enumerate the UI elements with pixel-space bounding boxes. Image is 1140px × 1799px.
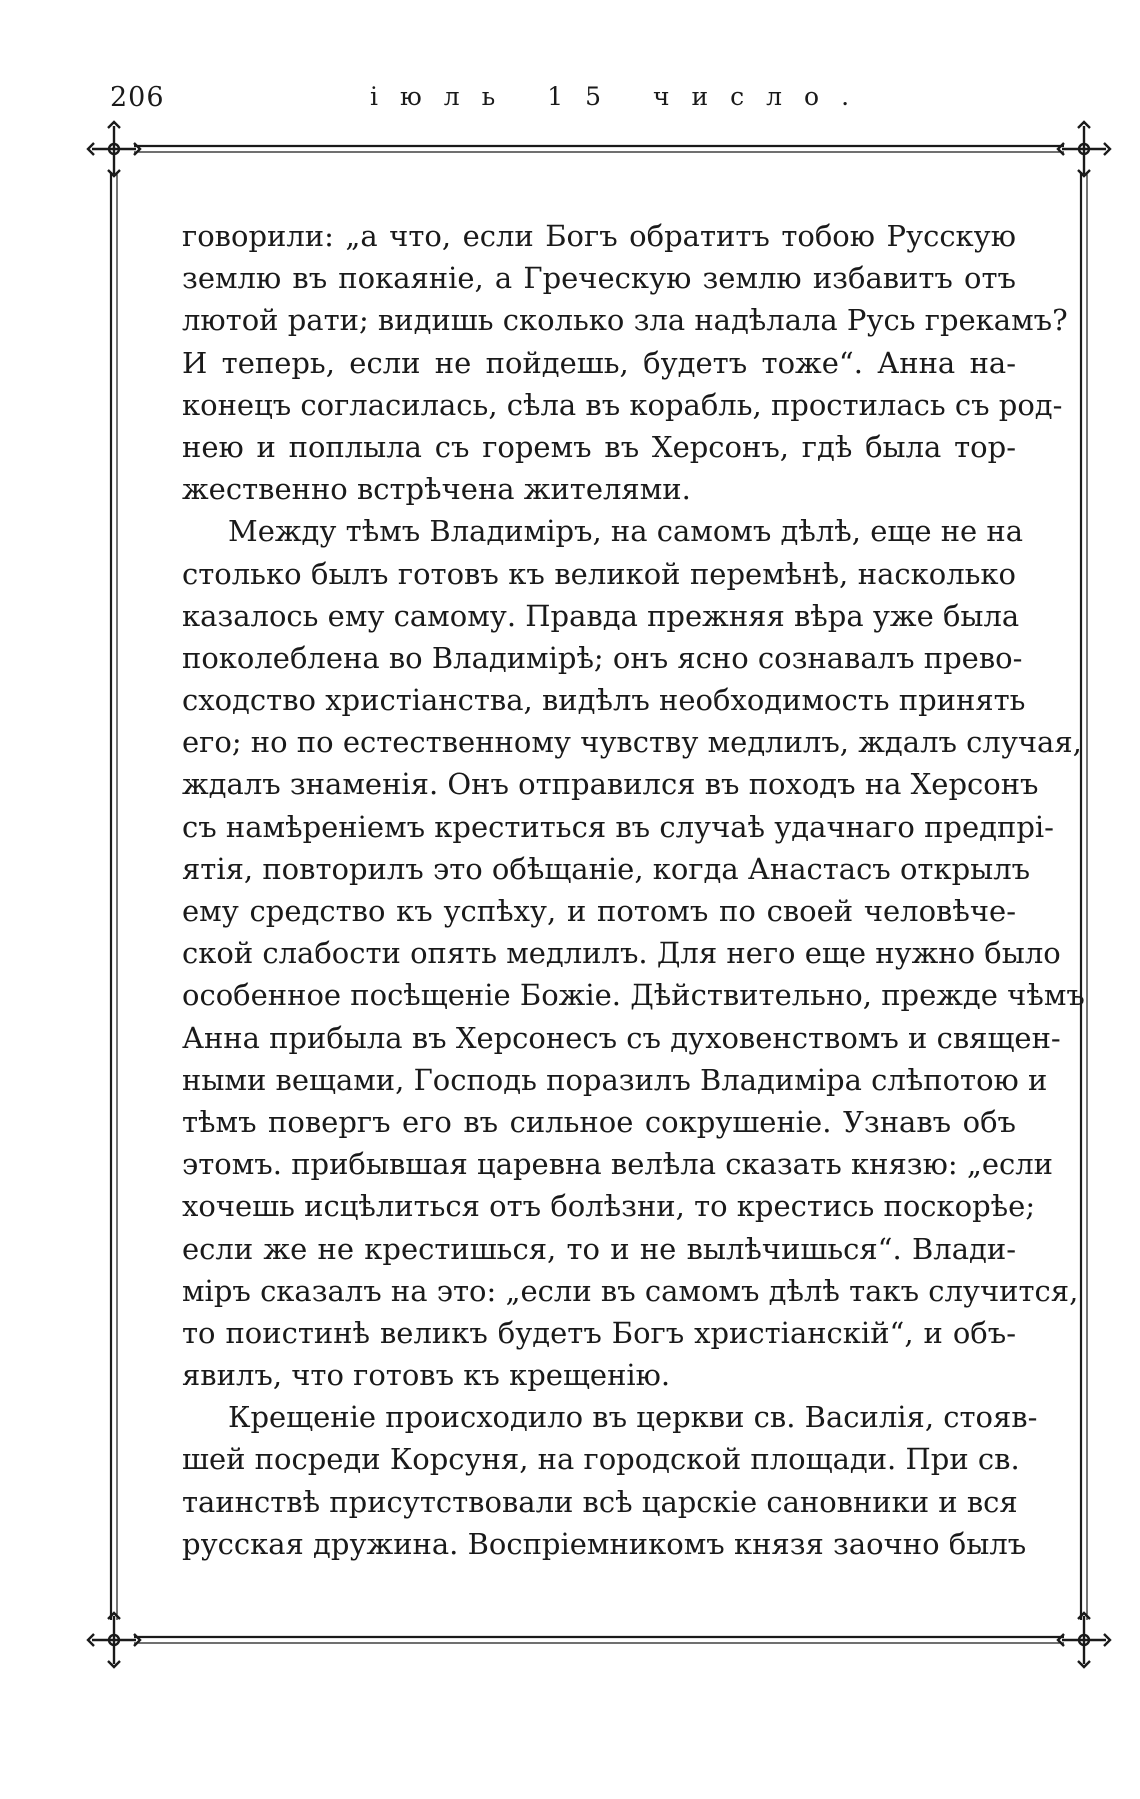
text-line: И теперь, если не пойдешь, будетъ тоже“. Анна на- (182, 345, 1016, 380)
corner-ornament-bottom-right (1058, 1613, 1110, 1667)
paragraph (182, 1396, 1038, 1565)
text-line: Крещеніе происходило въ церкви св. Василія, стояв- (228, 1400, 1038, 1435)
text-line: особенное посѣщеніе Божіе. Дѣйствительно, прежде чѣмъ (182, 978, 1085, 1013)
text-line: конецъ согласилась, сѣла въ корабль, простилась съ род- (182, 387, 1063, 422)
text-line: его; но по естественному чувству медлилъ, ждалъ случая, (182, 725, 1082, 760)
text-line: явилъ, что готовъ къ крещенію. (182, 1358, 671, 1393)
text-line: Между тѣмъ Владиміръ, на самомъ дѣлѣ, еще не на (228, 514, 1024, 549)
text-line: таинствѣ присутствовали всѣ царскіе сановники и вся (182, 1484, 1018, 1519)
text-line: съ намѣреніемъ креститься въ случаѣ удачнаго предпрі- (182, 809, 1054, 844)
corner-ornament-top-right (1058, 122, 1110, 176)
text-line: сходство христіанства, видѣлъ необходимость принять (182, 683, 1026, 718)
text-line: хочешь исцѣлиться отъ болѣзни, то крестись поскорѣе; (182, 1189, 1036, 1224)
corner-ornament-bottom-left (88, 1613, 140, 1667)
text-line: ятія, повторилъ это обѣщаніе, когда Анастасъ открылъ (182, 851, 1031, 886)
text-line: если же не крестишься, то и не вылѣчишься“. Влади- (182, 1231, 1016, 1266)
running-head: іюль 15 число. (370, 82, 872, 111)
text-line: землю въ покаяніе, а Греческую землю избавитъ отъ (182, 261, 1016, 296)
paragraph (182, 215, 1068, 510)
text-line: шей посреди Корсуня, на городской площади. При св. (182, 1442, 1020, 1477)
corner-ornament-top-left (88, 122, 140, 176)
text-line: ными вещами, Господь поразилъ Владиміра слѣпотою и (182, 1062, 1048, 1097)
text-line: тѣмъ повергъ его въ сильное сокрушеніе. Узнавъ объ (182, 1104, 1016, 1139)
text-line: лютой рати; видишь сколько зла надѣлала Русь грекамъ? (182, 303, 1068, 338)
text-line: то поистинѣ великъ будетъ Богъ христіанскій“, и объ- (182, 1315, 1016, 1350)
body-text (182, 215, 1085, 1565)
text-line: ему средство къ успѣху, и потомъ по своей человѣче- (182, 894, 1016, 928)
text-line: этомъ. прибывшая царевна велѣла сказать князю: „если (182, 1147, 1053, 1182)
text-line: нею и поплыла съ горемъ въ Херсонъ, гдѣ была тор- (182, 429, 1016, 464)
text-line: Анна прибыла въ Херсонесъ съ духовенствомъ и священ- (182, 1020, 1061, 1055)
text-line: говорили: „а что, если Богъ обратитъ тобою Русскую (182, 219, 1016, 253)
page-number: 206 (110, 82, 165, 113)
text-line: казалось ему самому. Правда прежняя вѣра уже была (182, 598, 1020, 633)
text-line: поколеблена во Владимірѣ; онъ ясно сознавалъ прево- (182, 640, 1023, 675)
text-line: русская дружина. Воспріемникомъ князя заочно былъ (182, 1526, 1027, 1561)
text-line: ждалъ знаменія. Онъ отправился въ походъ на Херсонъ (182, 767, 1039, 802)
paragraph (182, 510, 1085, 1396)
text-line: столько былъ готовъ къ великой перемѣнѣ, насколько (182, 556, 1016, 591)
text-line: міръ сказалъ на это: „если въ самомъ дѣлѣ такъ случится, (182, 1273, 1079, 1308)
text-line: ской слабости опять медлилъ. Для него еще нужно было (182, 936, 1061, 971)
text-line: жественно встрѣчена жителями. (182, 472, 691, 507)
